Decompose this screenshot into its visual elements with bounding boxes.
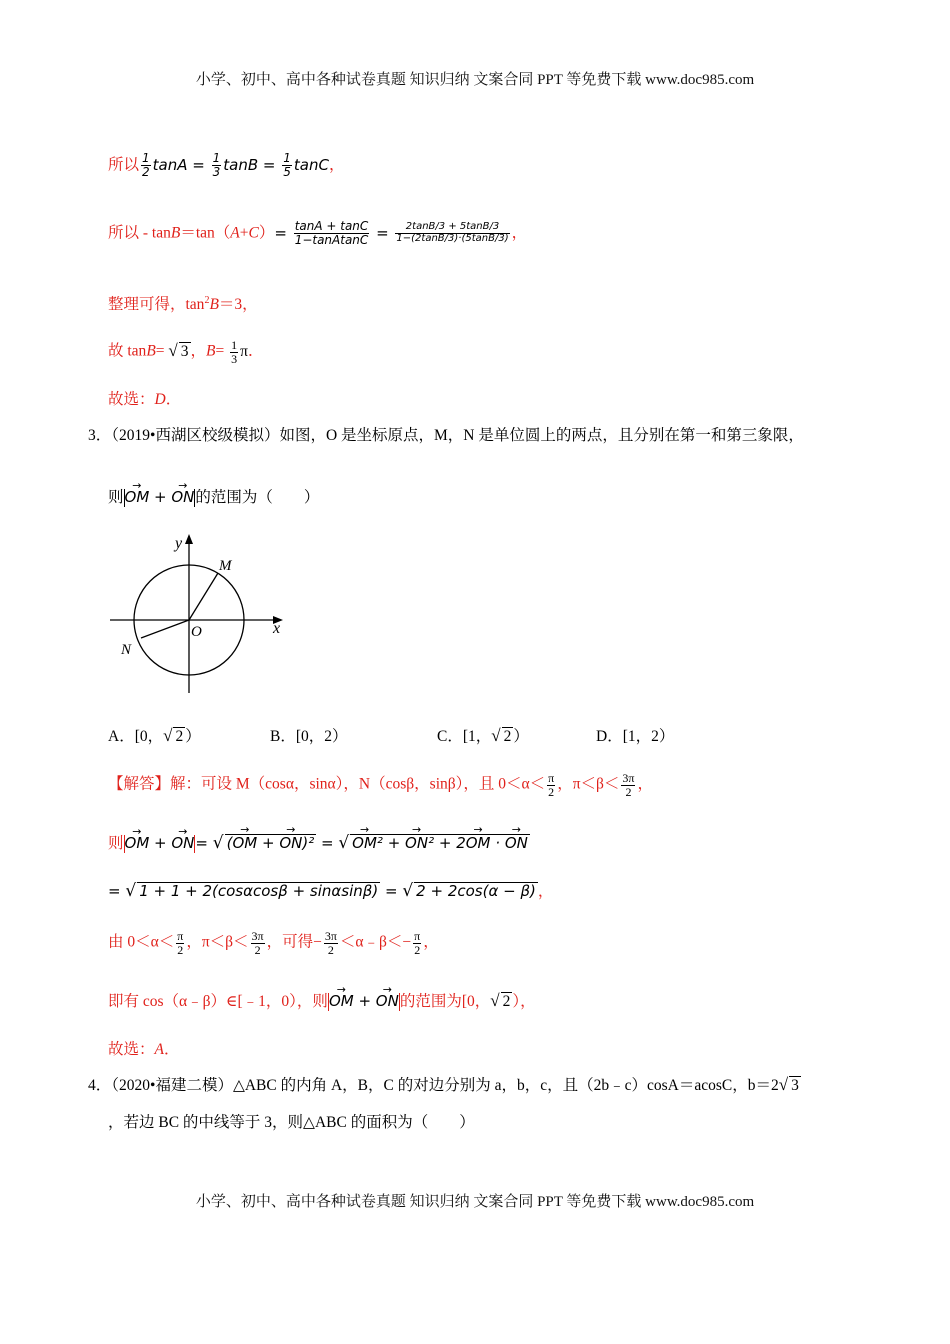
y-label: y <box>175 535 183 552</box>
prev-answer-letter: D <box>154 391 166 408</box>
q3-stem2-suffix: 的范围为（ ） <box>195 489 320 506</box>
prev-solution-line-1: 所以 $\frac{1}{2}$ tanA = $\frac{1}{3}$ tanB = $\frac{1}{5}$ tanC， <box>108 151 345 179</box>
q3-stem-text: （2019•西湖区校级模拟）如图，O 是坐标原点，M，N 是单位圆上的两点，且分别在第一和第三象限， <box>111 427 804 444</box>
sol5-prefix: 即有 cos（α﹣β）∈[﹣1，0），则 <box>108 993 328 1010</box>
page-footer: 小学、初中、高中各种试卷真题 知识归纳 文案合同 PPT 等免费下载 www.doc985.com <box>195 1194 755 1210</box>
prev-solution-line-3: 整理可得，$\tan^2B=3$， <box>108 295 258 314</box>
N-label: N <box>121 642 132 658</box>
y-axis-arrow <box>185 534 193 544</box>
q3-option-a-text: A．[0， <box>108 728 164 745</box>
q3-stem-line-2: 则→ OM + → ON的范围为（ ） <box>108 486 319 509</box>
solution-tag: 【解答】 <box>108 775 171 793</box>
q3-option-d[interactable] <box>596 724 674 746</box>
q4-stem-line-1: 4．（2020•福建二模）△ABC 的内角 A，B，C 的对边分别为 a，b，c，且（2b﹣c）cosA＝acosC，b＝2√ 3 <box>88 1075 799 1094</box>
segment-ON <box>141 620 189 638</box>
sol5-end: ）， <box>512 993 536 1010</box>
q3-solution-line-2: 则→ OM + → ON= √ (→ OM + → ON)² = √→ OM² + → ON² + 2→ OM · → ON <box>108 832 530 855</box>
sol4-prefix: 由 0＜α＜ <box>108 933 175 951</box>
q3-option-b-text: B．[0，2） <box>270 728 348 745</box>
prev-line4-prefix: 故 tan <box>108 342 147 360</box>
q4-number: 4． <box>88 1077 112 1094</box>
q3-stem2-prefix: 则 <box>108 489 124 506</box>
prev-answer-prefix: 故选： <box>108 391 155 408</box>
q3-option-a[interactable]: A．[0，√ 2 ） <box>108 726 201 745</box>
q3-option-d-text: D．[1，2） <box>596 728 675 745</box>
q3-answer: 故选：A． <box>108 1041 180 1058</box>
sol2-prefix: 则 <box>108 835 124 852</box>
q3-solution-line-1: 【解答】解：可设 M（cosα，sinα），N（cosβ，sinβ），且 0＜α＜ $\frac{\pi}{2}$ ，π＜β＜ $\frac{3\pi}{2}$ ， <box>108 771 653 799</box>
q3-solution-line-5: 即有 cos（α﹣β）∈[﹣1，0），则→ OM + → ON的范围为[0，√ 2 ）， <box>108 990 536 1013</box>
prev-solution-line-4: 故 tanB= √ 3 ，B= $\frac{1}{3}$ π． <box>108 338 264 366</box>
q3-option-b[interactable] <box>270 724 348 746</box>
q3-option-a-close: ） <box>185 728 201 745</box>
prev-solution-line-2: 所以 - tanB＝tan（A+C）= $\frac{\tan A + \tan C}{\text{1−tanAtanC}}$ = $\frac{2\tan B/3 + 5\tan B/3}{1-(2\tan B/3)\cdot(5\tan B/3)}$ ， <box>108 219 528 247</box>
q3-option-c-text: C．[1， <box>437 728 492 745</box>
q3-stem-line-1 <box>88 425 804 447</box>
q3-option-c-close: ） <box>513 728 529 745</box>
sol5-suffix: 的范围为[0， <box>399 993 491 1010</box>
q3-number: 3． <box>88 427 112 444</box>
unit-circle-figure <box>105 530 295 700</box>
page-header: 小学、初中、高中各种试卷真题 知识归纳 文案合同 PPT 等免费下载 www.doc985.com <box>195 72 755 88</box>
q4-stem-line-2: ，若边 BC 的中线等于 3，则△ABC 的面积为（ ） <box>108 1114 475 1131</box>
q3-answer-prefix: 故选： <box>108 1041 155 1058</box>
M-label: M <box>219 558 232 574</box>
q3-option-c[interactable]: C．[1，√ 2 ） <box>437 726 529 745</box>
prev-line1-prefix: 所以 <box>108 156 140 174</box>
x-label: x <box>273 620 281 637</box>
q3-answer-letter: A <box>154 1041 164 1058</box>
q4-stem-text: （2020•福建二模）△ABC 的内角 A，B，C 的对边分别为 a，b，c，且（2b﹣c）cosA＝acosC，b＝2 <box>111 1077 779 1094</box>
origin-label: O <box>191 624 202 640</box>
segment-OM <box>189 573 218 620</box>
solution-intro: 解：可设 M（cosα，sinα），N（cosβ，sinβ），且 0＜α＜ <box>170 775 546 793</box>
q3-solution-line-4: 由 0＜α＜ $\frac{\pi}{2}$ ，π＜β＜ $\frac{3\pi}{2}$ ，可得− $\frac{3\pi}{2}$ ＜α﹣β＜− $\frac{\pi}{2}$ ， <box>108 929 439 957</box>
prev-solution-answer: 故选：D． <box>108 391 182 408</box>
prev-line3-text: 整理可得，tan <box>108 296 205 314</box>
prev-line2-prefix: 所以 - tan <box>108 224 171 242</box>
q3-solution-line-3: = √ 1 + 1 + 2(cosαcosβ + sinαsinβ) = √ 2 + 2cos(α − β) ， <box>108 881 554 901</box>
